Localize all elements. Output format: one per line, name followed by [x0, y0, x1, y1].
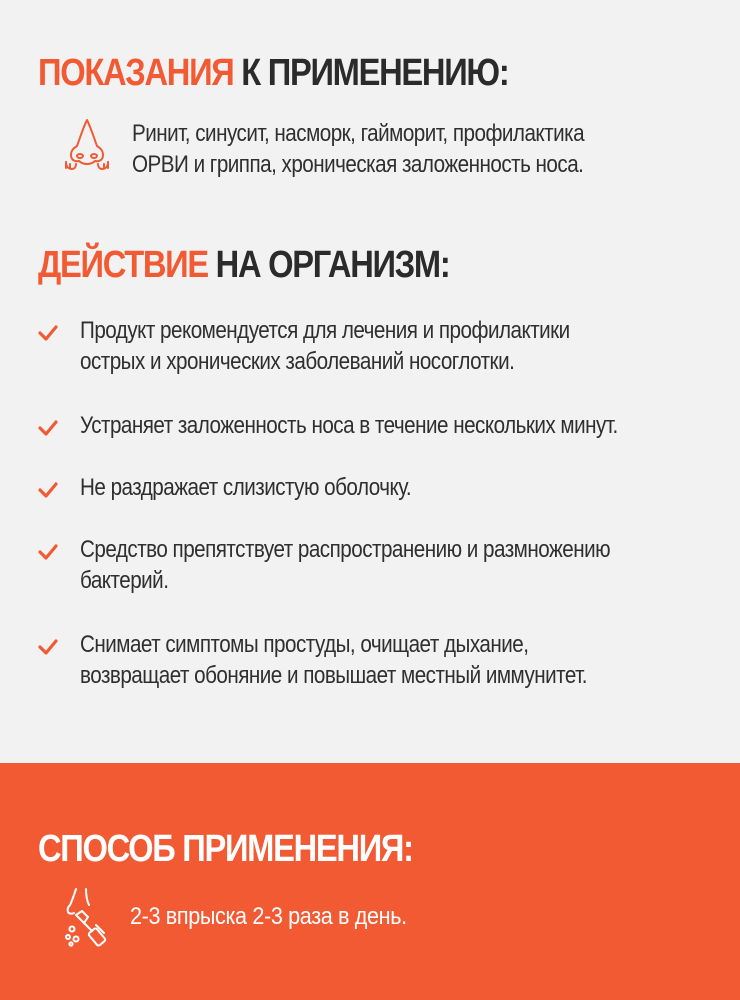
nasal-spray-icon — [62, 885, 112, 947]
effect-item-2 — [80, 410, 618, 441]
effect-item-1 — [80, 315, 570, 377]
effect-item-5-line-1: Снимает симптомы простуды, очищает дыхание, — [80, 631, 529, 658]
effect-item-5-line-2: возвращает обоняние и повышает местный иммунитет. — [80, 662, 588, 689]
effect-item-3 — [80, 472, 411, 503]
effect-item-1-line-2: острых и хронических заболеваний носоглотки. — [80, 348, 515, 375]
indications-heading-accent: ПОКАЗАНИЯ — [38, 52, 234, 94]
indications-line-2: ОРВИ и гриппа, хроническая заложенность носа. — [132, 151, 584, 178]
check-icon — [37, 419, 59, 437]
check-icon — [37, 543, 59, 561]
check-icon — [37, 481, 59, 499]
effect-item-5 — [80, 629, 587, 691]
usage-dose: 2-3 впрыска 2-3 раза в день. — [130, 903, 407, 930]
effect-item-3-line-1: Не раздражает слизистую оболочку. — [80, 474, 412, 501]
nose-icon — [62, 116, 112, 176]
indications-heading-rest: К ПРИМЕНЕНИЮ: — [241, 52, 509, 94]
effect-item-1-line-1: Продукт рекомендуется для лечения и профилактики — [80, 317, 570, 344]
effect-heading-rest: НА ОРГАНИЗМ: — [215, 244, 450, 286]
usage-section — [0, 763, 740, 1000]
check-icon — [37, 638, 59, 656]
indications-heading — [38, 54, 508, 92]
effect-item-2-line-1: Устраняет заложенность носа в течение нескольких минут. — [80, 412, 618, 439]
effect-heading-accent: ДЕЙСТВИЕ — [38, 244, 208, 286]
check-icon — [37, 324, 59, 342]
effect-item-4 — [80, 534, 610, 596]
effect-heading — [38, 246, 449, 284]
usage-heading: СПОСОБ ПРИМЕНЕНИЯ: — [38, 828, 413, 870]
indications-text — [132, 118, 584, 180]
effect-item-4-line-2: бактерий. — [80, 567, 169, 594]
effect-item-4-line-1: Средство препятствует распространению и размножению — [80, 536, 611, 563]
indications-line-1: Ринит, синусит, насморк, гайморит, профилактика — [132, 120, 585, 147]
